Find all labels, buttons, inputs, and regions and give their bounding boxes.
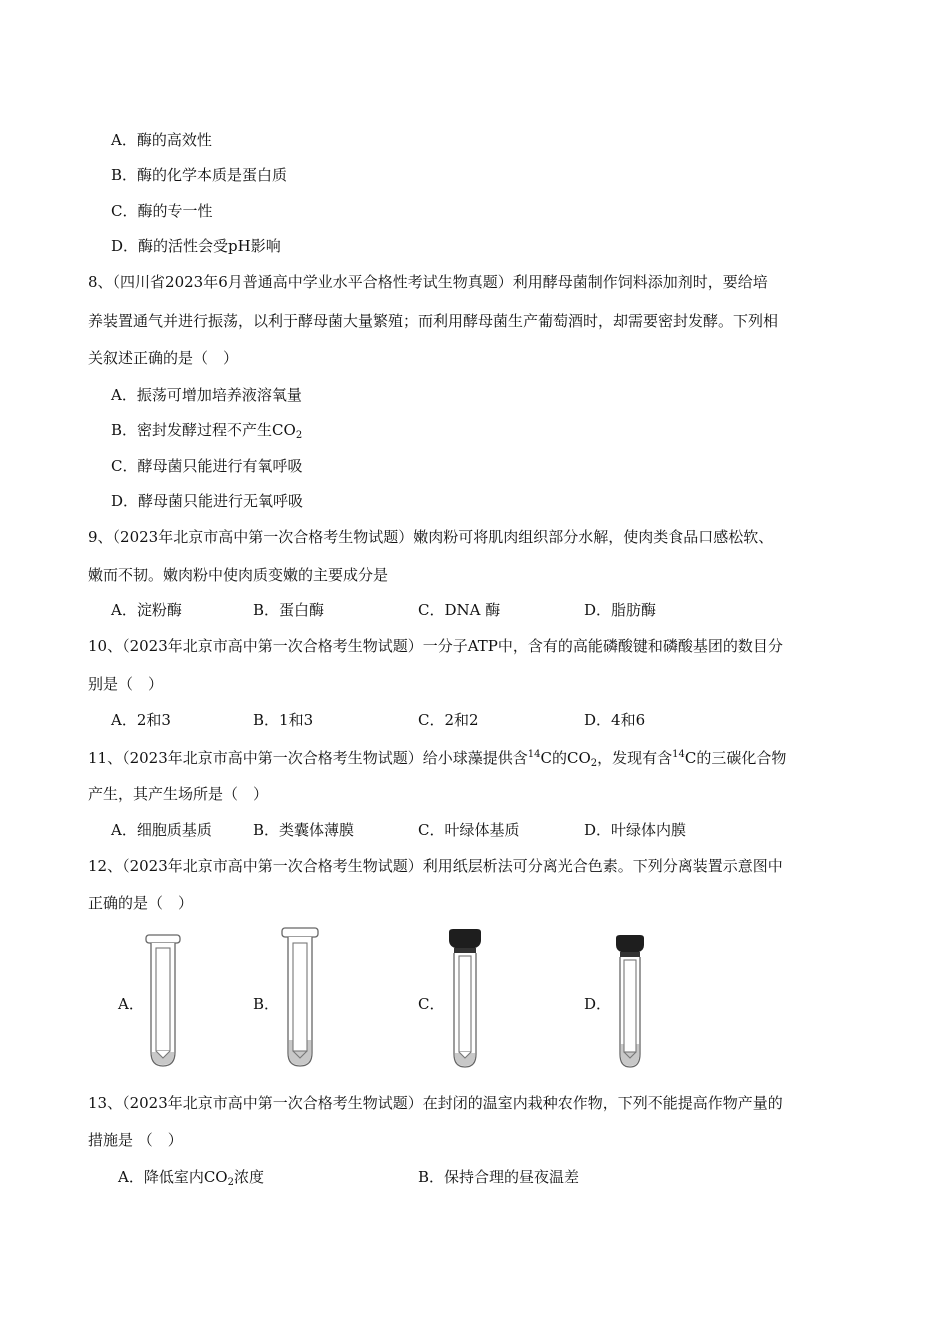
q9-option-c: C．DNA 酶 xyxy=(418,601,501,619)
test-tube-b-figure xyxy=(279,925,321,1072)
q10-option-c: C．2和2 xyxy=(418,711,479,729)
q8-option-c: C．酵母菌只能进行有氧呼吸 xyxy=(111,457,303,475)
q9-option-b: B．蛋白酶 xyxy=(253,601,325,619)
q10-stem-line2: 别是（ ） xyxy=(88,675,164,693)
q7-option-d: D．酶的活性会受pH影响 xyxy=(111,237,281,255)
q11-option-d: D．叶绿体内膜 xyxy=(584,821,687,839)
q12-stem-line1: 12、（2023年北京市高中第一次合格考生物试题）利用纸层析法可分离光合色素。下列分离装置示意图中 xyxy=(88,857,783,875)
q8-option-d: D．酵母菌只能进行无氧呼吸 xyxy=(111,492,304,510)
test-tube-d-figure xyxy=(612,932,648,1072)
q13-stem-line1: 13、（2023年北京市高中第一次合格考生物试题）在封闭的温室内栽种农作物，下列不能提高作物产量的 xyxy=(88,1094,783,1112)
q10-option-b: B．1和3 xyxy=(253,711,314,729)
q12-label-c: C． xyxy=(418,995,445,1013)
q12-label-d: D． xyxy=(584,995,612,1013)
q11-stem-line2: 产生，其产生场所是（ ） xyxy=(88,785,269,803)
q10-option-d: D．4和6 xyxy=(584,711,646,729)
q13-stem-line2: 措施是 （ ） xyxy=(88,1131,183,1149)
q12-label-a: A． xyxy=(118,995,144,1013)
q8-option-a: A．振荡可增加培养液溶氧量 xyxy=(111,386,302,404)
q8-stem-line1: 8、（四川省2023年6月普通高中学业水平合格性考试生物真题）利用酵母菌制作饲料添加剂时，要给培 xyxy=(88,273,768,291)
q9-option-a: A．淀粉酶 xyxy=(111,601,182,619)
q8-option-b: B．密封发酵过程不产生$CO_2$ xyxy=(111,421,303,441)
q10-option-a: A．2和3 xyxy=(111,711,171,729)
q7-option-c: C．酶的专一性 xyxy=(111,202,213,220)
q12-stem-line2: 正确的是（ ） xyxy=(88,894,194,912)
q11-stem-line1: 11、（2023年北京市高中第一次合格考生物试题）给小球藻提供含$^{14}$C的$CO_2$，发现有含$^{14}$C的三碳化合物 xyxy=(88,749,787,769)
q7-option-a: A．酶的高效性 xyxy=(111,131,212,149)
test-tube-a-figure xyxy=(143,932,183,1072)
q12-label-b: B． xyxy=(253,995,280,1013)
test-tube-c-figure xyxy=(445,926,485,1072)
q8-stem-line3: 关叙述正确的是（ ） xyxy=(88,349,239,367)
q11-option-c: C．叶绿体基质 xyxy=(418,821,520,839)
q11-option-a: A．细胞质基质 xyxy=(111,821,212,839)
q13-option-a: A．降低室内$CO_2$浓度 xyxy=(118,1168,264,1188)
q7-option-b: B．酶的化学本质是蛋白质 xyxy=(111,166,288,184)
q13-option-b: B．保持合理的昼夜温差 xyxy=(418,1168,580,1186)
q9-option-d: D．脂肪酶 xyxy=(584,601,657,619)
q10-stem-line1: 10、（2023年北京市高中第一次合格考生物试题）一分子ATP中，含有的高能磷酸键和磷酸基团的数目分 xyxy=(88,637,783,655)
q9-stem-line2: 嫩而不韧。嫩肉粉中使肉质变嫩的主要成分是 xyxy=(88,566,389,584)
q8-stem-line2: 养装置通气并进行振荡，以利于酵母菌大量繁殖；而利用酵母菌生产葡萄酒时，却需要密封发酵。下列相 xyxy=(88,312,779,330)
q11-option-b: B．类囊体薄膜 xyxy=(253,821,355,839)
q9-stem-line1: 9、（2023年北京市高中第一次合格考生物试题）嫩肉粉可将肌肉组织部分水解，使肉类食品口感松软、 xyxy=(88,528,774,546)
